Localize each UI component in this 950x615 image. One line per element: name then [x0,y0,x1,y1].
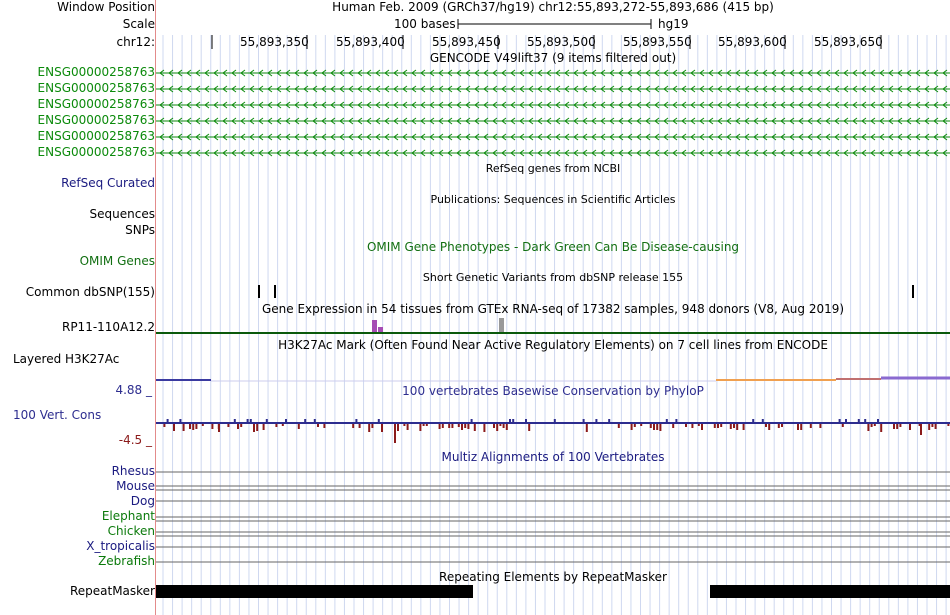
conservation-bar [909,424,911,430]
conservation-bar [864,419,866,422]
dbsnp-track-title: Short Genetic Variants from dbSNP release 155 [422,271,684,284]
conservation-bar [304,419,306,422]
conservation-bar [810,424,812,428]
conservation-bar [448,424,450,428]
conservation-bar [381,424,383,432]
conservation-bar [583,419,585,422]
gencode-item-label[interactable]: ENSG00000258763 [37,81,155,95]
conservation-bar [314,419,316,422]
conservation-bar [634,424,636,427]
conservation-bar [394,424,396,443]
conservation-bar [666,419,668,422]
conservation-bar [608,419,610,422]
conservation-bar [512,419,514,422]
conservation-bar [935,424,937,429]
multiz-species-label[interactable]: Zebrafish [98,554,155,568]
dbsnp-track-label[interactable]: Common dbSNP(155) [25,285,155,299]
conservation-bar [653,424,655,430]
refseq-track-title: RefSeq genes from NCBI [485,162,621,175]
conservation-bar [474,424,476,431]
conservation-bar [730,424,732,429]
conservation-bar [247,419,249,422]
conservation-bar [920,424,922,435]
snp-mark [258,285,260,298]
gencode-item-label[interactable]: ENSG00000258763 [37,97,155,111]
conservation-bar [736,424,738,430]
conservation-bar [451,424,453,428]
conservation-bar [250,419,252,422]
conservation-bar [698,424,700,426]
conservation-bar [858,419,860,422]
conservation-bar [797,424,799,430]
conservation-bar [650,424,652,428]
conservation-bar [368,424,370,432]
gencode-item-label[interactable]: ENSG00000258763 [37,65,155,79]
chrom-label: chr12: [116,35,155,49]
conservation-bar [211,424,213,429]
snp-mark [274,285,276,298]
conservation-bar [352,424,354,428]
conservation-bar [525,419,527,422]
conservation-bar [800,424,802,430]
conservation-bar [397,424,399,431]
conservation-bar [880,424,882,432]
conservation-bar [189,424,191,429]
conservation-bar [461,424,463,430]
window-position-value: Human Feb. 2009 (GRCh37/hg19) chr12:55,893,272-55,893,686 (415 bp) [332,0,774,14]
conservation-bar [503,424,505,428]
track-data-area[interactable] [156,0,950,615]
conservation-bar [893,424,895,429]
conservation-track-label[interactable]: 100 Vert. Cons [13,408,102,422]
conservation-bar [778,424,780,428]
conservation-bar [781,424,783,427]
repeatmasker-track-title: Repeating Elements by RepeatMasker [439,570,667,584]
conservation-bar [701,424,703,430]
conservation-bar [464,424,466,428]
conservation-bar [931,424,933,427]
conservation-bar [842,424,844,427]
conservation-bar [733,424,735,428]
conservation-bar [263,424,265,430]
conservation-bar [714,424,716,428]
conservation-bar [717,424,719,428]
h3k27ac-track-label[interactable]: Layered H3K27Ac [13,352,120,366]
conservation-bar [874,424,876,426]
conservation-bar [167,419,169,422]
conservation-bar [359,424,361,428]
multiz-track-title: Multiz Alignments of 100 Vertebrates [441,450,665,464]
conservation-bar [371,424,373,428]
conservation-bar [554,419,556,422]
conservation-bar [282,424,284,426]
conservation-bar [378,419,380,422]
conservation-bar [765,424,767,427]
conservation-bar [496,424,498,431]
conservation-bar [839,419,841,422]
conservation-bar [720,424,722,427]
conservation-bar [471,419,473,422]
multiz-species-label[interactable]: Rhesus [111,464,155,478]
conservation-bar [227,424,229,427]
conservation-track-title: 100 vertebrates Basewise Conservation by PhyloP [402,384,704,398]
gencode-track-title: GENCODE V49lift37 (9 items filtered out) [429,51,677,65]
conservation-bar [768,424,770,430]
conservation-bar [586,424,588,432]
conservation-bar [672,424,674,428]
conservation-bar [506,424,508,430]
conservation-bar [234,419,236,422]
refseq-track-label[interactable]: RefSeq Curated [61,176,155,190]
multiz-species-label[interactable]: Chicken [107,524,155,538]
h3k27ac-track-title: H3K27Ac Mark (Often Found Near Active Regulatory Elements) on 7 cell lines from ENCODE [278,338,828,352]
ruler-tick-label: 55,893,400 [336,35,405,49]
omim-track-label[interactable]: OMIM Genes [79,254,155,268]
window-position-label: Window Position [57,0,155,14]
gtex-track-title: Gene Expression in 54 tissues from GTEx RNA-seq of 17382 samples, 948 donors (V8, Aug 2019) [261,302,845,316]
conservation-max-label: 4.88 _ [115,383,152,397]
conservation-bar [845,419,847,422]
conservation-bar [877,419,879,422]
conservation-bar [442,424,444,428]
conservation-bar [867,424,869,431]
gtex-track-label[interactable]: RP11-110A12.2 [61,320,155,334]
conservation-bar [355,419,357,422]
conservation-bar [163,424,165,427]
conservation-bar [403,424,405,426]
scale-bar-text: 100 bases [394,17,456,31]
conservation-bar [819,424,821,428]
conservation-bar [298,424,300,429]
multiz-species-label[interactable]: Mouse [116,479,155,493]
conservation-bar [752,419,754,422]
conservation-bar [467,424,469,429]
gtex-bar [372,320,377,332]
conservation-bar [439,424,441,429]
conservation-bar [528,424,530,431]
conservation-min-label: -4.5 _ [118,433,152,447]
conservation-bar [179,419,181,422]
conservation-bar [218,424,220,432]
conservation-bar [192,424,194,430]
conservation-bar [317,424,319,427]
conservation-bar [323,424,325,428]
ruler-tick-label: 55,893,600 [718,35,787,49]
conservation-bar [419,424,421,431]
conservation-bar [618,424,620,428]
conservation-bar [195,424,197,429]
conservation-bar [659,424,661,431]
omim-track-title: OMIM Gene Phenotypes - Dark Green Can Be Disease-causing [366,240,740,254]
ruler-tick-label: 55,893,550 [623,35,692,49]
gencode-item-label[interactable]: ENSG00000258763 [37,129,155,143]
publications-track-title: Publications: Sequences in Scientific Articles [430,193,676,206]
ruler-tick-label: 55,893,350 [240,35,309,49]
conservation-bar [483,424,485,432]
multiz-species-label[interactable]: Dog [130,494,155,508]
ruler-tick-label: 55,893,450 [432,35,501,49]
ruler-tick-label: 55,893,500 [527,35,596,49]
scale-label: Scale [122,17,155,31]
conservation-bar [426,424,428,426]
conservation-bar [285,419,287,422]
conservation-bar [499,424,501,426]
conservation-bar [595,419,597,422]
gencode-item-label[interactable]: ENSG00000258763 [37,145,155,159]
conservation-bar [256,424,258,431]
publications-sequences-label[interactable]: Sequences [89,207,155,221]
track-label-column [0,0,155,615]
conservation-bar [896,424,898,429]
conservation-bar [493,424,495,428]
conservation-bar [675,419,677,422]
gtex-bar [499,318,504,332]
conservation-bar [640,424,642,426]
conservation-bar [240,424,242,427]
conservation-bar [947,424,949,426]
conservation-bar [275,424,277,427]
conservation-bar [928,424,930,430]
conservation-bar [691,424,693,428]
conservation-bar [266,419,268,422]
conservation-bar [183,424,185,431]
publications-snps-label[interactable]: SNPs [125,223,155,237]
conservation-bar [871,424,873,427]
snp-mark [912,285,914,298]
conservation-bar [458,424,460,427]
conservation-bar [899,424,901,427]
multiz-species-label[interactable]: X_tropicalis [86,539,155,553]
gencode-item-label[interactable]: ENSG00000258763 [37,113,155,127]
conservation-bar [253,424,255,432]
conservation-bar [631,424,633,430]
conservation-bar [202,424,204,426]
gtex-bar [378,327,383,332]
conservation-bar [762,419,764,422]
repeat-element [156,585,473,598]
conservation-bar [743,424,745,430]
repeat-element [710,585,950,598]
scale-assembly: hg19 [658,17,689,31]
conservation-bar [423,424,425,426]
conservation-bar [173,424,175,431]
multiz-species-label[interactable]: Elephant [101,509,155,523]
conservation-bar [685,424,687,427]
conservation-bar [509,419,511,422]
ruler-tick-label: 55,893,650 [814,35,883,49]
repeatmasker-track-label[interactable]: RepeatMasker [69,584,155,598]
conservation-bar [656,424,658,430]
conservation-bar [237,424,239,429]
conservation-bar [407,424,409,430]
